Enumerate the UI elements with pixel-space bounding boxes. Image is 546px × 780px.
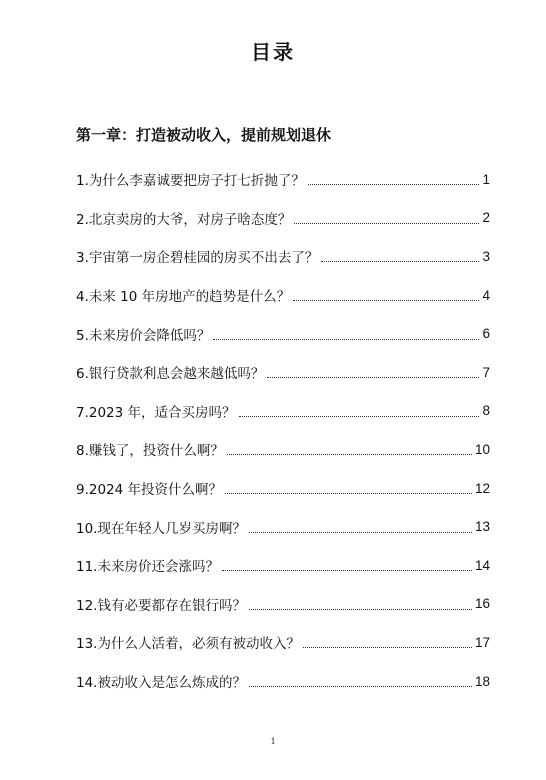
dot-leader <box>308 183 480 185</box>
toc-entry-title: 10.现在年轻人几岁买房啊？ <box>76 520 246 537</box>
toc-entry-page: 2 <box>482 210 490 226</box>
toc-entry-title: 8.赚钱了，投资什么啊？ <box>76 443 224 460</box>
dot-leader <box>222 569 472 571</box>
toc-entry-8[interactable] <box>76 430 490 469</box>
toc-entry-13[interactable] <box>76 623 490 662</box>
toc-entry-page: 16 <box>474 596 490 612</box>
table-of-contents <box>76 160 490 700</box>
toc-entry-title: 12.钱有必要都存在银行吗？ <box>76 597 246 614</box>
toc-entry-page: 3 <box>482 248 490 264</box>
toc-entry-4[interactable] <box>76 276 490 315</box>
toc-entry-2[interactable] <box>76 199 490 238</box>
dot-leader <box>321 260 479 262</box>
page-title: 目录 <box>251 40 295 64</box>
toc-entry-page: 18 <box>474 673 490 689</box>
toc-entry-title: 1.为什么李嘉诚要把房子打七折抛了？ <box>76 173 305 190</box>
dot-leader <box>293 299 479 301</box>
toc-entry-page: 14 <box>474 557 490 573</box>
toc-entry-6[interactable] <box>76 353 490 392</box>
toc-entry-title: 2.北京卖房的大爷，对房子啥态度？ <box>76 211 292 228</box>
toc-entry-1[interactable] <box>76 160 490 199</box>
toc-entry-page: 13 <box>474 519 490 535</box>
toc-entry-title: 6.银行贷款利息会越来越低吗？ <box>76 366 265 383</box>
dot-leader <box>227 453 472 455</box>
toc-entry-page: 8 <box>482 403 490 419</box>
toc-entry-title: 9.2024 年投资什么啊？ <box>76 482 223 499</box>
toc-entry-title: 5.未来房价会降低吗？ <box>76 327 211 344</box>
toc-entry-page: 12 <box>474 480 490 496</box>
toc-entry-5[interactable] <box>76 314 490 353</box>
dot-leader <box>267 376 479 378</box>
toc-entry-page: 1 <box>482 171 490 187</box>
toc-entry-title: 7.2023 年，适合买房吗？ <box>76 404 236 421</box>
toc-entry-7[interactable] <box>76 392 490 431</box>
chapter-heading[interactable]: 第一章：打造被动收入，提前规划退休 <box>76 126 332 144</box>
toc-entry-title: 13.为什么人活着，必须有被动收入？ <box>76 636 300 653</box>
toc-entry-14[interactable] <box>76 662 490 701</box>
dot-leader <box>294 222 479 224</box>
toc-entry-12[interactable] <box>76 585 490 624</box>
toc-entry-page: 4 <box>482 287 490 303</box>
toc-entry-title: 11.未来房价还会涨吗？ <box>76 559 219 576</box>
toc-entry-page: 10 <box>474 441 490 457</box>
dot-leader <box>249 608 472 610</box>
toc-entry-10[interactable] <box>76 507 490 546</box>
toc-entry-11[interactable] <box>76 546 490 585</box>
dot-leader <box>225 492 472 494</box>
toc-entry-9[interactable] <box>76 469 490 508</box>
toc-entry-title: 4.未来 10 年房地产的趋势是什么？ <box>76 289 291 306</box>
toc-entry-title: 14.被动收入是怎么炼成的？ <box>76 675 246 692</box>
toc-entry-page: 7 <box>482 364 490 380</box>
page-number: 1 <box>270 736 276 746</box>
toc-entry-title: 3.宇宙第一房企碧桂园的房买不出去了？ <box>76 250 319 267</box>
dot-leader <box>249 685 472 687</box>
dot-leader <box>249 531 472 533</box>
toc-entry-page: 17 <box>474 634 490 650</box>
dot-leader <box>213 338 479 340</box>
dot-leader <box>239 415 480 417</box>
toc-entry-3[interactable] <box>76 237 490 276</box>
dot-leader <box>303 646 472 648</box>
toc-entry-page: 6 <box>482 326 490 342</box>
